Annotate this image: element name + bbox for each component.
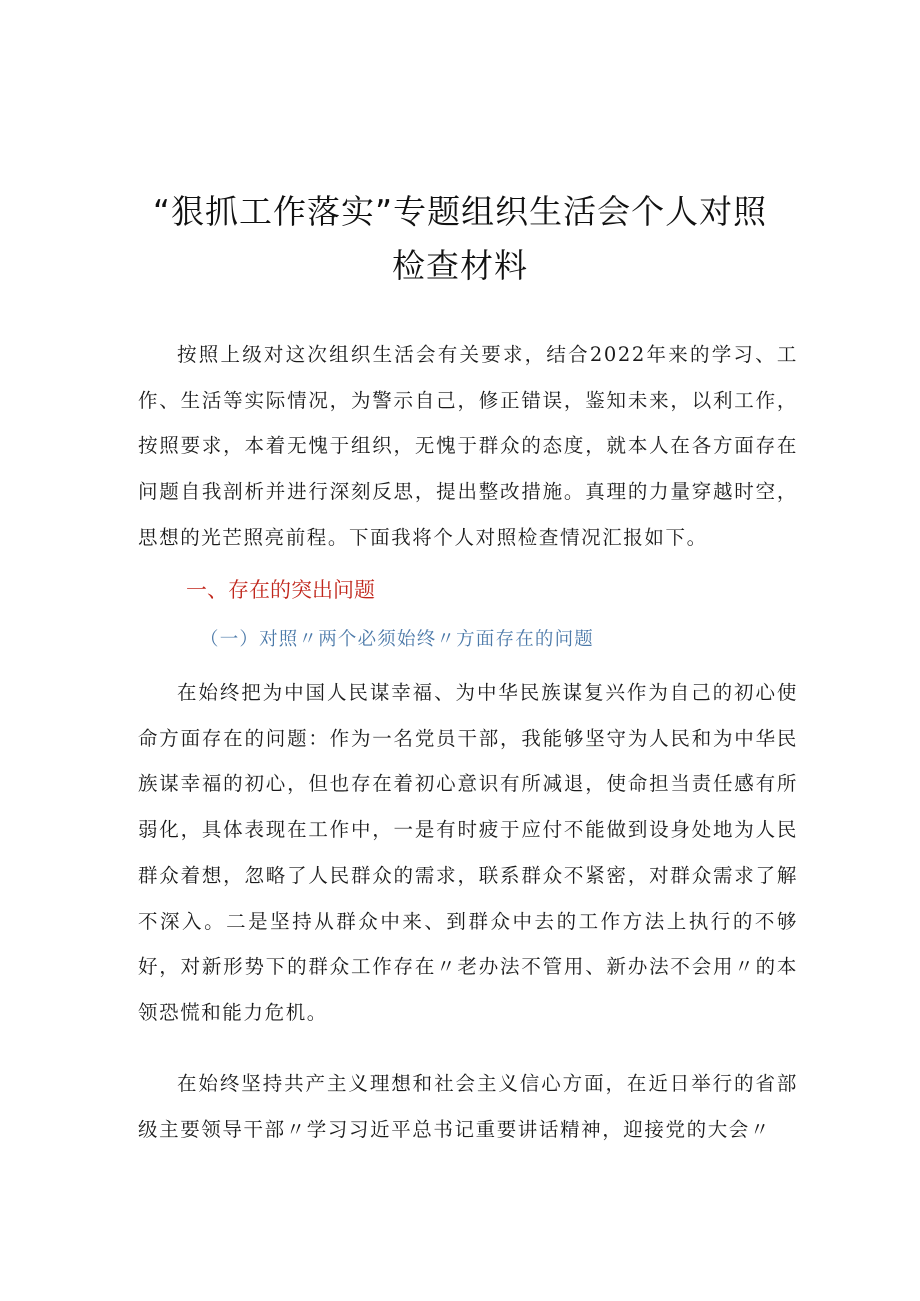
subsection-heading-two-musts: （一）对照〃两个必须始终〃方面存在的问题 [200,629,595,650]
document-title-line-1: “狠抓工作落实”专题组织生活会个人对照 [152,192,768,231]
body-paragraph-original-mission: 在始终把为中国人民谋幸福、为中华民族谋复兴作为自己的初心使命方面存在的问题：作为一名党员干部，我能够坚守为人民和为中华民族谋幸福的初心，但也存在着初心意识有所减退，使命担当责任感有所弱化，具体表现在工作中，一是有时疲于应付不能做到设身处地为人民群众着想，忽略了人民群众的需求，联系群众不紧密，对群众需求了解不深入。二是坚持从群众中来、到群众中去的工作方法上执行的不够好，对新形势下的群众工作存在〃老办法不管用、新办法不会用〃的本领恐慌和能力危机。 [138,681,798,1024]
document-title-line-2: 检查材料 [392,246,528,285]
body-paragraph-ideals-faith: 在始终坚持共产主义理想和社会主义信心方面，在近日举行的省部级主要领导干部〃学习习近平总书记重要讲话精神，迎接党的大会〃 [138,1072,798,1141]
intro-paragraph: 按照上级对这次组织生活会有关要求，结合2022年来的学习、工作、生活等实际情况，为警示自己，修正错误，鉴知未来，以利工作，按照要求，本着无愧于组织，无愧于群众的态度，就本人在各方面存在问题自我剖析并进行深刻反思，提出整改措施。真理的力量穿越时空，思想的光芒照亮前程。下面我将个人对照检查情况汇报如下。 [138,343,798,549]
section-heading-problems: 一、存在的突出问题 [186,578,375,602]
